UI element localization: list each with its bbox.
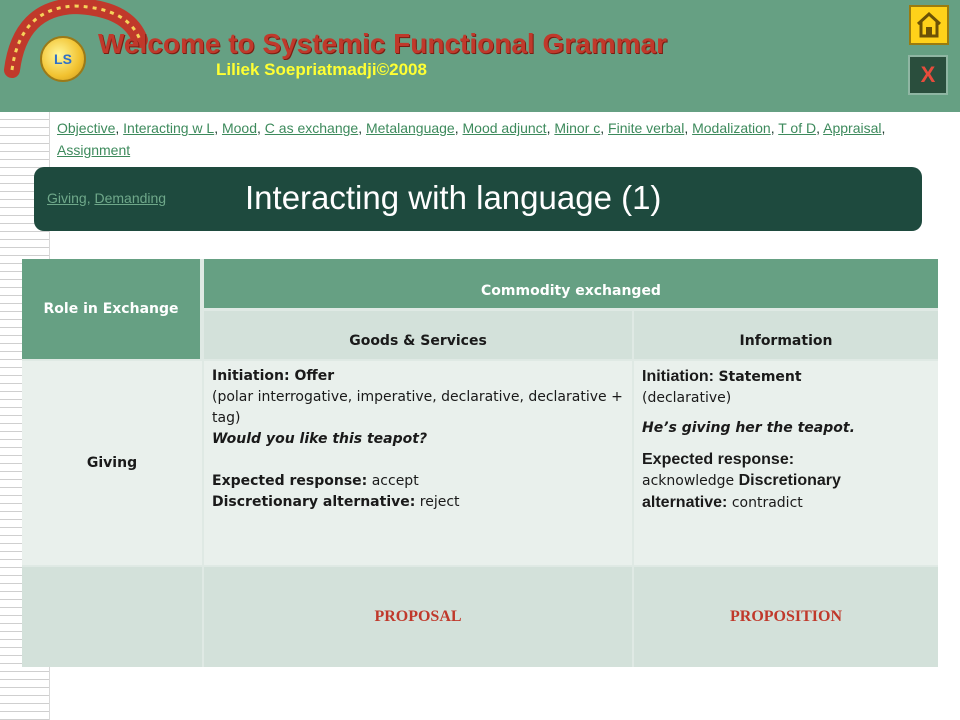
goods-header-cell bbox=[204, 311, 632, 359]
giving-label-cell bbox=[22, 361, 202, 565]
link-appraisal[interactable]: Appraisal bbox=[823, 120, 882, 136]
sub-link-group: Giving, Demanding bbox=[47, 190, 167, 206]
info-expected-alt-line bbox=[642, 470, 930, 514]
goods-example: Would you like this teapot? bbox=[212, 431, 428, 447]
info-initiation-value: Statement bbox=[718, 369, 802, 385]
header-banner bbox=[0, 0, 960, 112]
author-credit: Liliek Soepriatmadji©2008 bbox=[216, 60, 427, 79]
title-bar bbox=[34, 167, 922, 231]
info-initiation-label: Initiation: bbox=[642, 368, 714, 385]
goods-alt-label: Discretionary alternative: bbox=[212, 494, 416, 510]
goods-alt-line bbox=[212, 492, 624, 513]
goods-expected-label: Expected response: bbox=[212, 473, 368, 489]
link-mood[interactable]: Mood bbox=[221, 120, 258, 136]
link-t-of-d[interactable]: T of D bbox=[778, 120, 817, 136]
role-header-cell bbox=[22, 259, 200, 359]
goods-content-cell bbox=[204, 361, 632, 565]
link-mood-adjunct[interactable]: Mood adjunct bbox=[462, 120, 547, 136]
logo-badge: LS bbox=[40, 36, 86, 82]
link-modalization[interactable]: Modalization bbox=[692, 120, 771, 136]
link-objective[interactable]: Objective bbox=[57, 120, 116, 136]
close-button[interactable] bbox=[908, 55, 948, 95]
link-interacting[interactable]: Interacting w L bbox=[123, 120, 215, 136]
info-types: (declarative) bbox=[642, 390, 732, 406]
info-alt-label: Discretionary alternative: bbox=[642, 472, 841, 511]
goods-expected-value: accept bbox=[371, 473, 419, 489]
info-example: He’s giving her the teapot. bbox=[642, 420, 855, 436]
goods-types: (polar interrogative, imperative, declarative, declarative + tag) bbox=[212, 389, 623, 426]
link-assignment[interactable]: Assignment bbox=[57, 142, 131, 158]
proposition-cell bbox=[634, 567, 938, 667]
info-alt-value: contradict bbox=[731, 495, 803, 511]
home-icon bbox=[915, 11, 943, 39]
goods-header: Goods & Services bbox=[349, 333, 487, 349]
info-expected-value: acknowledge bbox=[642, 473, 735, 489]
link-finite-verbal[interactable]: Finite verbal bbox=[608, 120, 685, 136]
link-metalanguage[interactable]: Metalanguage bbox=[365, 120, 455, 136]
info-header: Information bbox=[739, 333, 833, 349]
welcome-title: Welcome to Systemic Functional Grammar bbox=[98, 28, 667, 59]
proposition-label: PROPOSITION bbox=[729, 608, 842, 625]
link-minor-c[interactable]: Minor c bbox=[554, 120, 601, 136]
footer-blank-cell bbox=[22, 567, 202, 667]
commodity-header-cell bbox=[204, 259, 938, 308]
link-giving[interactable]: Giving bbox=[47, 190, 87, 206]
close-icon: X bbox=[920, 62, 936, 87]
goods-initiation: Initiation: Offer bbox=[212, 368, 335, 384]
proposal-label: PROPOSAL bbox=[374, 608, 462, 625]
giving-label: Giving bbox=[86, 455, 138, 471]
proposal-cell bbox=[204, 567, 632, 667]
link-c-as-exchange[interactable]: C as exchange bbox=[264, 120, 359, 136]
info-initiation-line bbox=[642, 366, 930, 388]
goods-expected-line bbox=[212, 471, 624, 492]
goods-alt-value: reject bbox=[419, 494, 460, 510]
info-header-cell bbox=[634, 311, 938, 359]
exchange-table bbox=[22, 259, 938, 667]
info-content-cell bbox=[634, 361, 938, 565]
topic-link-bar: Objective, Interacting w L, Mood, C as exchange, Metalanguage, Mood adjunct, Minor c, Finite verbal, Modalization, T of D, Appraisal, Assignment bbox=[57, 120, 886, 158]
commodity-header: Commodity exchanged bbox=[481, 282, 661, 299]
role-header: Role in Exchange bbox=[43, 301, 179, 317]
link-demanding[interactable]: Demanding bbox=[94, 190, 167, 206]
home-button[interactable] bbox=[909, 5, 949, 45]
page-title: Interacting with language (1) bbox=[245, 179, 662, 216]
info-expected-label: Expected response: bbox=[642, 451, 795, 468]
